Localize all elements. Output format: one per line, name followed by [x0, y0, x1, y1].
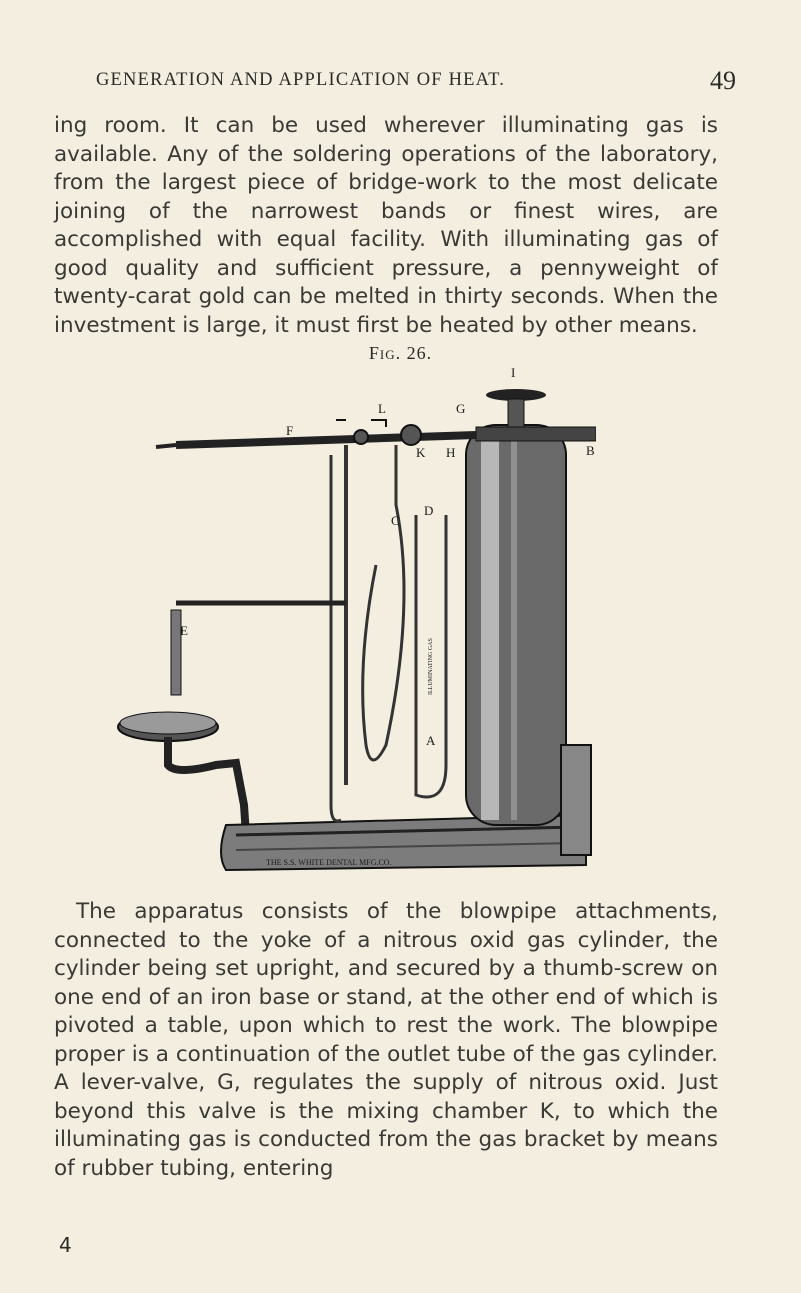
maker-text: THE S.S. WHITE DENTAL MFG.CO.	[266, 858, 392, 867]
label-B: B	[586, 443, 595, 458]
label-A: A	[426, 733, 436, 748]
tubing-text: ILLUMINATING GAS	[428, 638, 434, 695]
blowpipe	[176, 435, 476, 445]
table-arm	[168, 737, 246, 835]
yoke	[476, 427, 596, 441]
figure-caption: Fig. 26.	[368, 343, 433, 363]
paragraph-bottom-text: The apparatus consists of the blowpipe attachments, connected to the yoke of a nitrous oxid gas cylinder, the cylinder being set upright, and secured by a thumb-screw on one end of an iron base or stand, at the other end of which is pivoted a table, upon which to rest the work. The blowpipe proper is a continuation of the outlet tube of the gas cylinder. A lever-valve, G, regulates the supply of nitrous oxid. Just beyond this valve is the mixing chamber K, to which the illuminating gas is conducted from the gas bracket by means of rubber tubing, entering	[54, 899, 718, 1181]
label-H: H	[446, 445, 456, 460]
blowpipe-apparatus-illustration	[116, 365, 596, 885]
label-C: C	[391, 513, 400, 528]
label-G: G	[456, 401, 466, 416]
lever-valve	[371, 420, 386, 427]
label-D: D	[424, 503, 434, 518]
signature-mark: 4	[59, 1233, 72, 1257]
mixing-chamber	[401, 425, 421, 445]
label-K: K	[416, 445, 426, 460]
label-E: E	[180, 623, 188, 638]
rubber-tubing	[363, 445, 404, 760]
page-number: 49	[710, 66, 736, 95]
label-L: L	[378, 401, 386, 416]
paragraph-top	[54, 112, 718, 340]
paragraph-bottom	[54, 898, 718, 1183]
label-I: I	[511, 365, 516, 380]
header-title: GENERATION AND APPLICATION OF HEAT.	[96, 70, 506, 90]
paragraph-top-text: ing room. It can be used wherever illuminating gas is available. Any of the soldering operations of the laboratory, from the largest piece of bridge-work to the most delicate joining of the narrowest bands or finest wires, are accomplished with equal facility. With illuminating gas of good quality and sufficient pressure, a pennyweight of twenty-carat gold can be melted in thirty seconds. When the investment is large, it must first be heated by other means.	[54, 113, 718, 338]
label-F: F	[286, 423, 294, 438]
cylinder-clamp	[561, 745, 591, 855]
